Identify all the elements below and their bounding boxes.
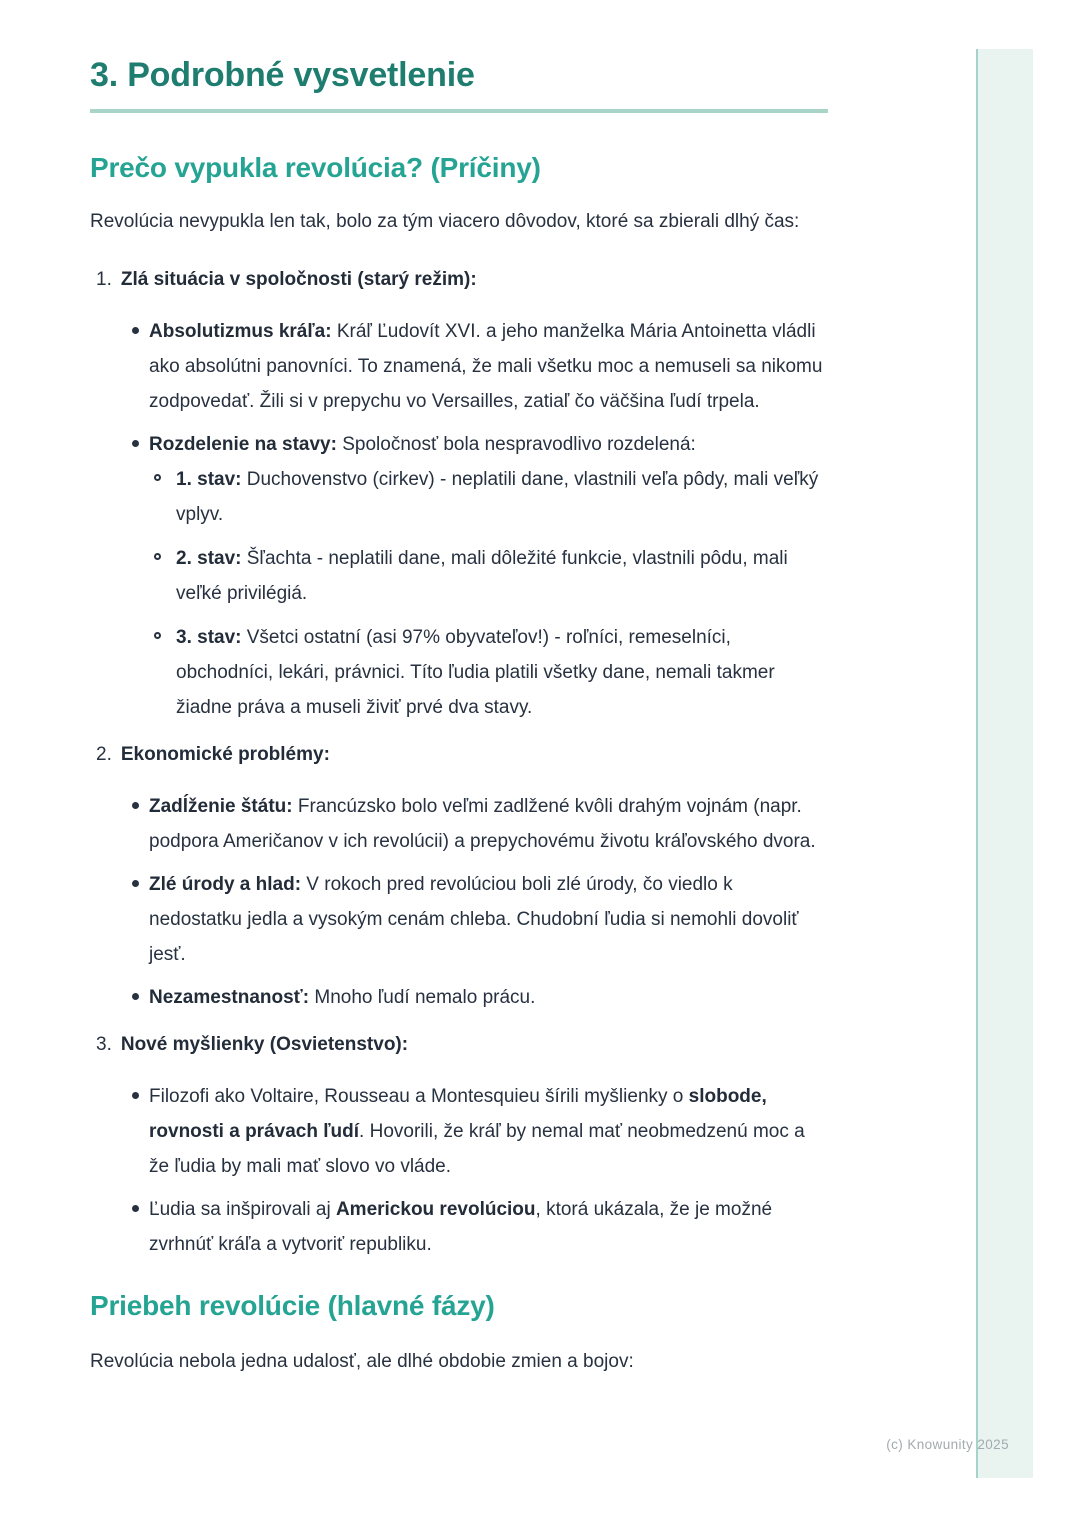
bullet-lead: Nezamestnanosť: [149, 987, 310, 1008]
bullet-bold-text: slobode, rovnosti a právach ľudí [149, 1086, 767, 1142]
item-number: 3. [96, 1034, 112, 1055]
sub-bullet-text: Duchovenstvo (cirkev) - neplatili dane, vlastnili veľa pôdy, mali veľký vplyv. [176, 469, 819, 525]
sub-bullet-circle-icon [154, 474, 161, 481]
bullet-dot-icon [132, 993, 139, 1000]
numbered-item-1-title [90, 262, 828, 297]
section-heading-causes: Prečo vypukla revolúcia? (Príčiny) [90, 152, 541, 183]
sub-bullet-lead: 2. stav: [176, 548, 242, 569]
copyright-note: (c) Knowunity 2025 [886, 1437, 1009, 1452]
phases-intro-paragraph: Revolúcia nebola jedna udalosť, ale dlhé obdobie zmien a bojov: [90, 1351, 634, 1372]
item-title: Zlá situácia v spoločnosti (starý režim): [120, 269, 477, 290]
bullet-lead: Zlé úrody a hlad: [149, 874, 302, 895]
bullet-lead: Zadĺženie štátu: [149, 796, 293, 817]
bullet-american-revolution [90, 1192, 828, 1262]
bullet-unemployment [90, 980, 828, 1015]
bullet-state-debt [90, 789, 828, 859]
bullet-philosophers [90, 1079, 828, 1184]
bullet-pre-text: Ľudia sa inšpirovali aj [149, 1199, 336, 1220]
sub-bullet-estate-2 [90, 541, 828, 611]
title-underline [90, 109, 828, 113]
item-3-bullets [90, 1079, 828, 1262]
bullet-lead: Absolutizmus kráľa: [149, 321, 332, 342]
sub-bullet-lead: 1. stav: [176, 469, 242, 490]
sub-bullet-text: Šľachta - neplatili dane, mali dôležité funkcie, vlastnili pôdu, mali veľké privilégiá. [176, 548, 788, 604]
bullet-text: V rokoch pred revolúciou boli zlé úrody, čo viedlo k nedostatku jedla a vysokým cenám chleba. Chudobní ľudia si nemohli dovoliť jesť. [149, 874, 799, 965]
bullet-estates [90, 427, 828, 462]
sub-bullet-circle-icon [154, 632, 161, 639]
bullet-text: Francúzsko bolo veľmi zadlžené kvôli drahým vojnám (napr. podpora Američanov v ich revolúcii) a prepychovému životu kráľovského dvora. [149, 796, 816, 852]
bullet-dot-icon [132, 1092, 139, 1099]
item-2-bullets [90, 789, 828, 1015]
sub-bullet-circle-icon [154, 553, 161, 560]
bullet-absolutism [90, 314, 828, 419]
sub-bullet-estate-1 [90, 462, 828, 532]
bullet-text: Mnoho ľudí nemalo prácu. [309, 987, 536, 1008]
bullet-dot-icon [132, 880, 139, 887]
numbered-item-1 [90, 262, 828, 725]
bullet-text: , ktorá ukázala, že je možné zvrhnúť kráľa a vytvoriť republiku. [149, 1199, 773, 1255]
page-title: 3. Podrobné vysvetlenie [90, 56, 475, 94]
bullet-dot-icon [132, 1205, 139, 1212]
sub-bullet-text: Všetci ostatní (asi 97% obyvateľov!) - roľníci, remeselníci, obchodníci, lekári, právnici. Títo ľudia platili všetky dane, nemali takmer žiadne práva a museli živiť prvé dva stavy. [176, 627, 775, 718]
bullet-lead: Rozdelenie na stavy: [149, 434, 337, 455]
item-title: Nové myšlienky (Osvietenstvo): [120, 1034, 409, 1055]
side-accent-stripe [976, 49, 1033, 1478]
item-number: 1. [96, 269, 112, 290]
bullet-dot-icon [132, 440, 139, 447]
bullet-bad-harvests [90, 867, 828, 972]
item-title: Ekonomické problémy: [120, 744, 330, 765]
section-heading-phases: Priebeh revolúcie (hlavné fázy) [90, 1290, 495, 1321]
item-number: 2. [96, 744, 112, 765]
numbered-item-3-title [90, 1027, 828, 1062]
numbered-item-2 [90, 737, 828, 1015]
bullet-pre-text: Filozofi ako Voltaire, Rousseau a Montesquieu šírili myšlienky o [149, 1086, 689, 1107]
sub-bullet-lead: 3. stav: [176, 627, 242, 648]
numbered-item-2-title [90, 737, 828, 772]
estates-sublist [90, 462, 828, 725]
sub-bullet-estate-3 [90, 620, 828, 725]
bullet-bold-text: Americkou revolúciou [335, 1199, 536, 1220]
bullet-text: Spoločnosť bola nespravodlivo rozdelená: [336, 434, 696, 455]
page-content [90, 0, 828, 1379]
causes-intro-paragraph: Revolúcia nevypukla len tak, bolo za tým viacero dôvodov, ktoré sa zbierali dlhý čas: [90, 211, 800, 232]
bullet-text: Kráľ Ľudovít XVI. a jeho manželka Mária Antoinetta vládli ako absolútni panovníci. To znamená, že mali všetku moc a nemuseli sa nikomu zodpovedať. Žili si v prepychu vo Versailles, zatiaľ čo väčšina ľudí trpela. [149, 321, 823, 412]
bullet-text: . Hovorili, že kráľ by nemal mať neobmedzenú moc a že ľudia by mali mať slovo vo vláde. [149, 1121, 805, 1177]
item-1-bullets [90, 314, 828, 725]
bullet-dot-icon [132, 327, 139, 334]
bullet-dot-icon [132, 802, 139, 809]
numbered-item-3 [90, 1027, 828, 1262]
